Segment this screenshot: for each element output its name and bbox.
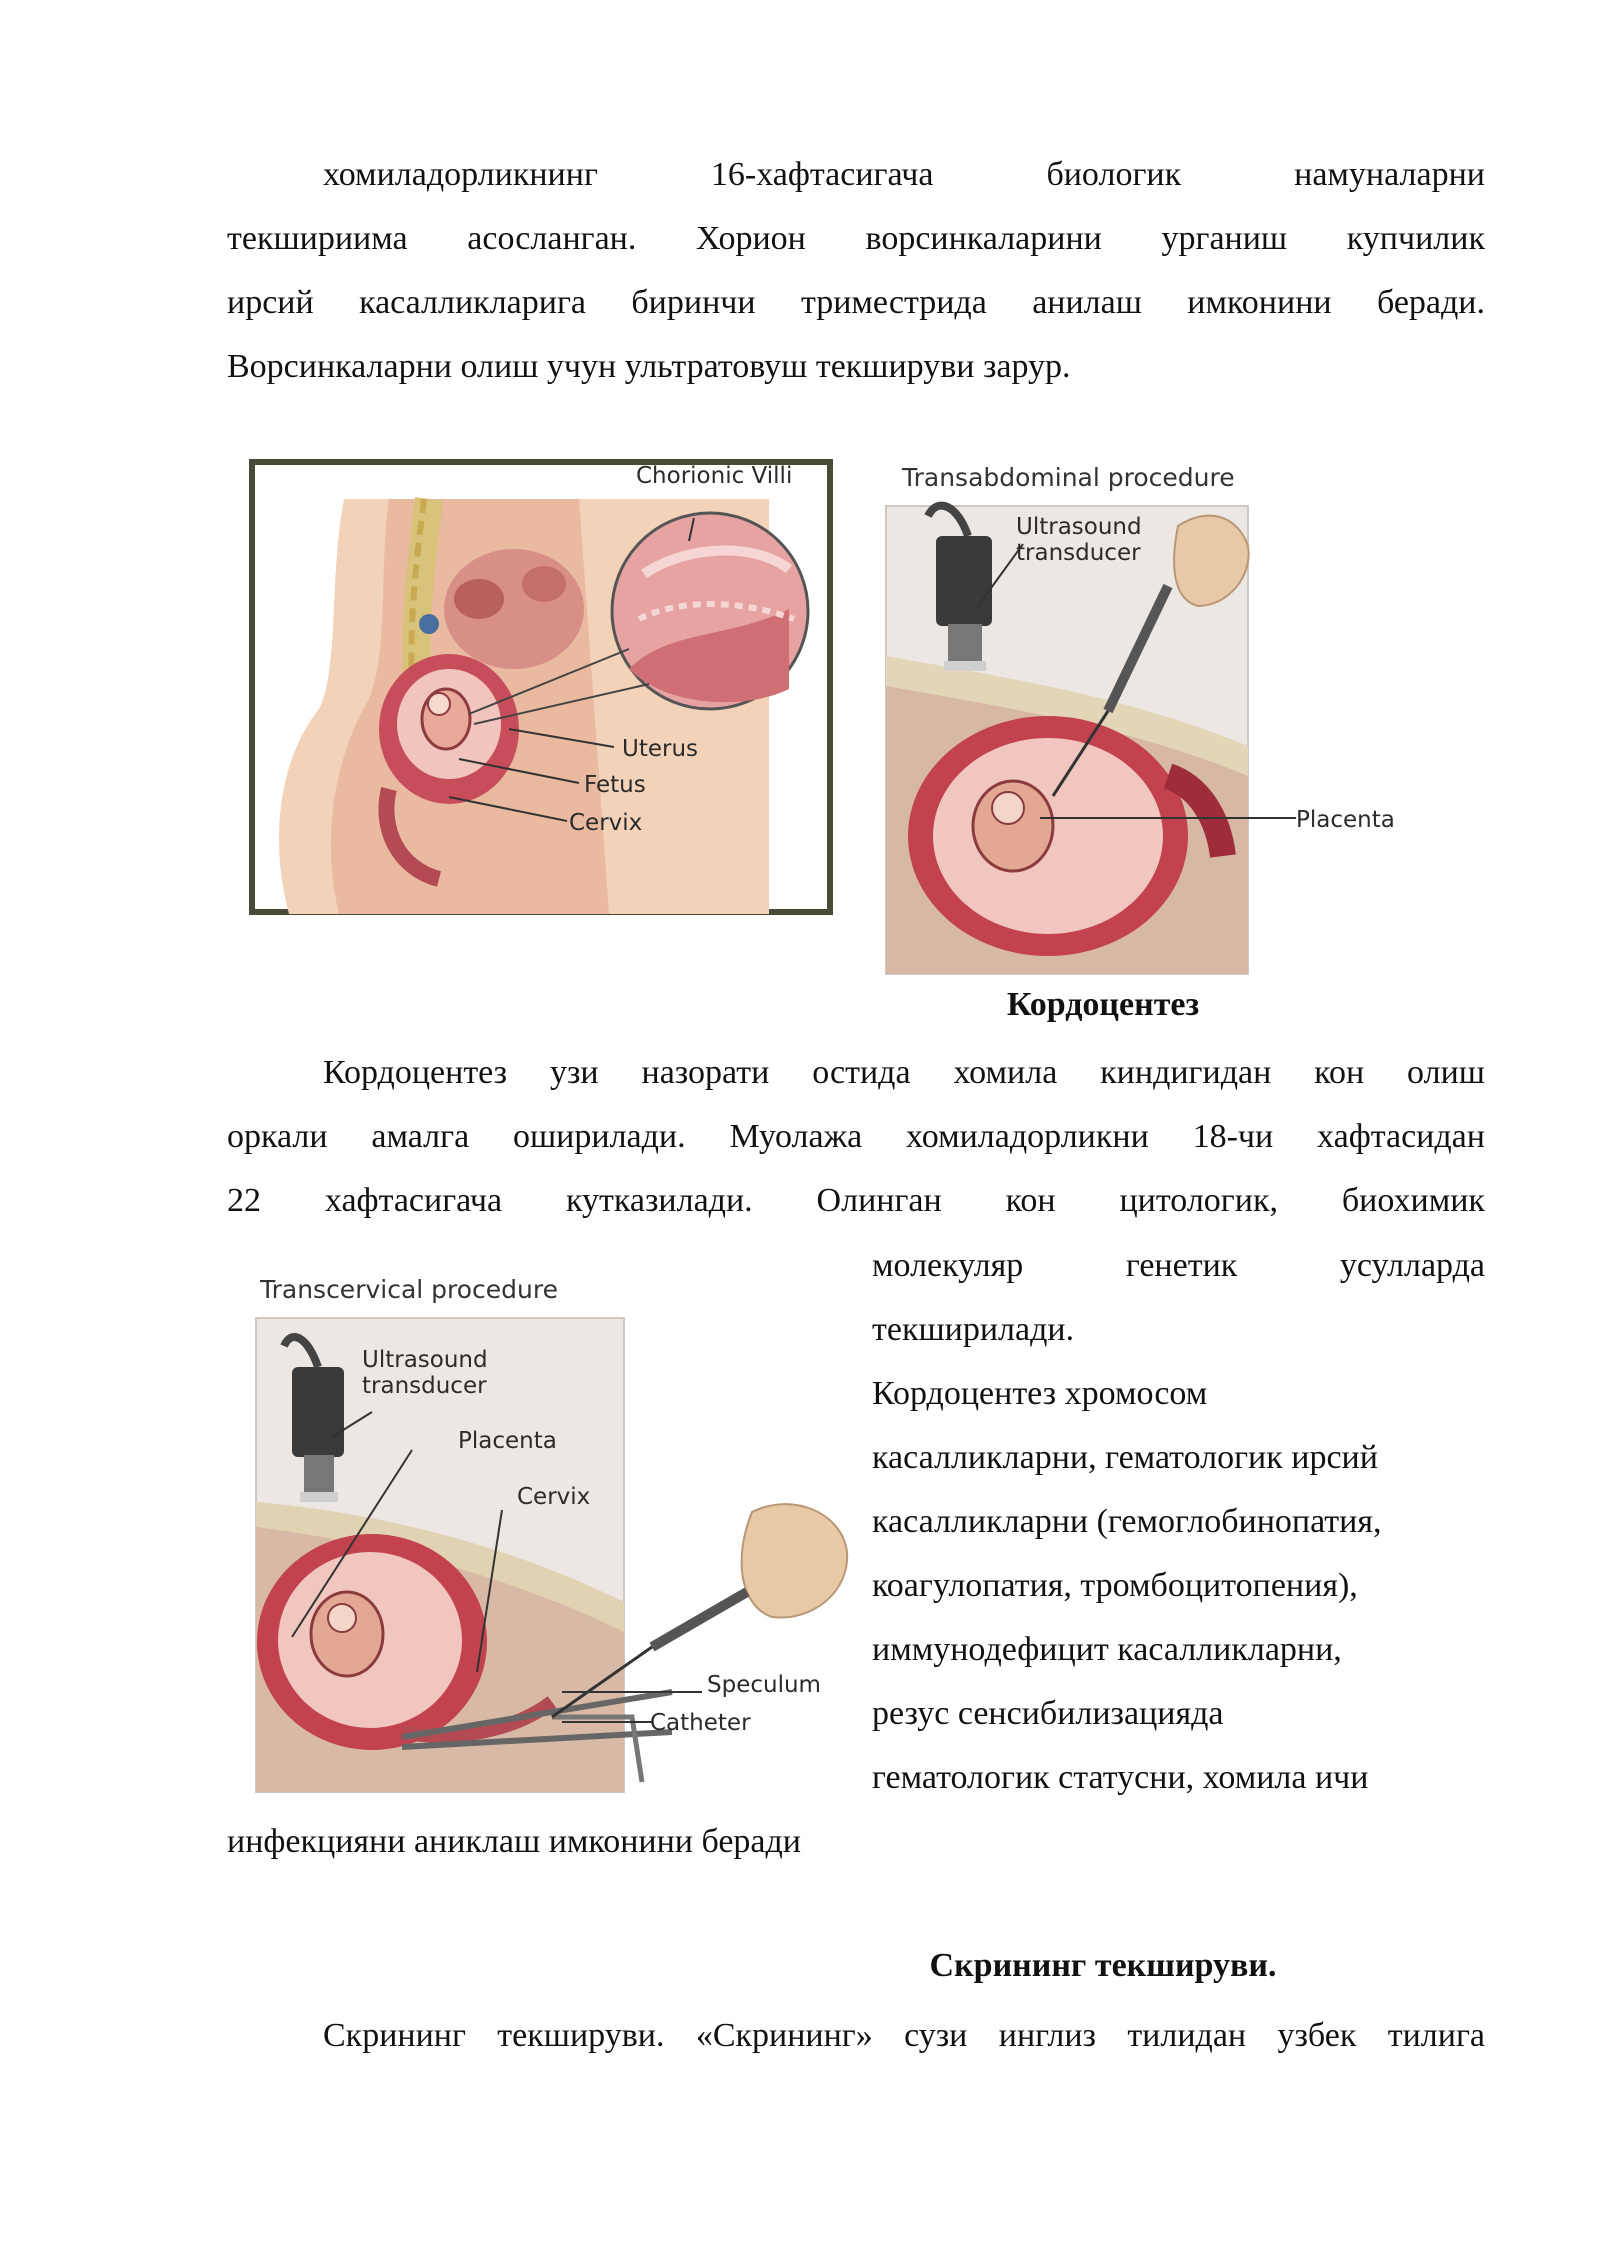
paragraph-1-line-3	[227, 271, 1485, 335]
paragraph-2-side-line-3: Кордоцентез хромосом	[872, 1375, 1208, 1412]
word: биохимик	[1341, 1182, 1485, 1219]
word: хафтасидан	[1317, 1118, 1485, 1155]
paragraph-2-end	[227, 1810, 1485, 1874]
heading-screening: Скрининг текшируви.	[929, 1947, 1277, 1984]
paragraph-2-side-line-6: коагулопатия, тромбоцитопения),	[872, 1567, 1358, 1604]
word: остида	[812, 1054, 911, 1091]
word: биринчи	[631, 284, 756, 321]
word: касалликларига	[359, 284, 586, 321]
label-transducer-2: transducer	[362, 1373, 487, 1399]
heading-cordocentesis: Кордоцентез	[1006, 986, 1200, 1023]
paragraph-2-side-line-1	[872, 1234, 1485, 1298]
paragraph-2-side-column	[872, 1234, 1485, 1810]
word: 16-хафтасигача	[710, 156, 934, 193]
word: 22	[227, 1182, 261, 1219]
word: хомиладорликни	[906, 1118, 1149, 1155]
word: кутказилади.	[565, 1182, 753, 1219]
word: тилига	[1387, 2017, 1485, 2054]
transabdominal-illustration	[878, 456, 1408, 978]
word: намуналарни	[1294, 156, 1485, 193]
paragraph-2-last-line: инфекцияни аниклаш имконини беради	[227, 1823, 801, 1860]
chorionic-villi-illustration	[249, 459, 833, 915]
paragraph-2-side-line-9: гематологик статусни, хомила ичи	[872, 1759, 1369, 1796]
figure-2-title: Transabdominal procedure	[902, 463, 1235, 492]
word: узбек	[1277, 2017, 1357, 2054]
paragraph-1	[227, 143, 1485, 399]
word: Кордоцентез	[323, 1054, 508, 1091]
label-cervix: Cervix	[569, 810, 643, 836]
label-uterus: Uterus	[622, 736, 699, 762]
paragraph-2-side-line-5: касалликларни (гемоглобинопатия,	[872, 1503, 1382, 1540]
word: «Скрининг»	[695, 2017, 873, 2054]
figure-chorionic-villi	[249, 459, 833, 915]
paragraph-2-side-line-4: касалликларни, гематологик ирсий	[872, 1439, 1378, 1476]
paragraph-3	[227, 2004, 1485, 2068]
word: оширилади.	[513, 1118, 686, 1155]
paragraph-1-line-2	[227, 207, 1485, 271]
word: амалга	[371, 1118, 470, 1155]
word: усулларда	[1339, 1247, 1485, 1284]
word: 18-чи	[1192, 1118, 1274, 1155]
word: анилаш	[1032, 284, 1142, 321]
word: киндигидан	[1100, 1054, 1272, 1091]
paragraph-2-side-line-7: иммунодефицит касалликларни,	[872, 1631, 1342, 1668]
word: Муолажа	[729, 1118, 863, 1155]
word: олиш	[1407, 1054, 1485, 1091]
label-transducer: transducer	[1016, 540, 1141, 566]
figure-transcervical	[252, 1262, 857, 1802]
word: узи	[550, 1054, 599, 1091]
word: хомила	[953, 1054, 1058, 1091]
word: кон	[1314, 1054, 1365, 1091]
paragraph-2-line-1	[227, 1041, 1485, 1105]
word: оркали	[227, 1118, 328, 1155]
word: кон	[1005, 1182, 1056, 1219]
label-ultrasound-2: Ultrasound	[362, 1347, 488, 1373]
paragraph-2-side-line-2: текширилади.	[872, 1311, 1075, 1348]
word: асосланган.	[467, 220, 637, 257]
paragraph-2-side-line-8: резус сенсибилизацияда	[872, 1695, 1224, 1732]
label-placenta: Placenta	[1296, 807, 1395, 833]
word: молекуляр	[872, 1247, 1024, 1284]
word: текшириима	[227, 220, 408, 257]
word: ирсий	[227, 284, 314, 321]
word: имконини	[1187, 284, 1332, 321]
label-ultrasound: Ultrasound	[1016, 514, 1142, 540]
paragraph-3-line-1	[227, 2004, 1485, 2068]
paragraph-1-line-4: Ворсинкаларни олиш учун ультратовуш текшируви зарур.	[227, 348, 1071, 385]
paragraph-2-line-3	[227, 1169, 1485, 1233]
word: назорати	[641, 1054, 770, 1091]
paragraph-1-line-1	[227, 143, 1485, 207]
word: сузи	[904, 2017, 968, 2054]
label-chorionic-villi: Chorionic Villi	[636, 463, 793, 489]
word: хафтасигача	[324, 1182, 503, 1219]
word: инглиз	[998, 2017, 1096, 2054]
word: ворсинкаларини	[865, 220, 1102, 257]
word: текшируви.	[497, 2017, 665, 2054]
paragraph-2-line-2	[227, 1105, 1485, 1169]
label-speculum: Speculum	[707, 1672, 821, 1698]
word: урганиш	[1161, 220, 1288, 257]
word: цитологик,	[1119, 1182, 1278, 1219]
word: триместрида	[800, 284, 987, 321]
label-catheter: Catheter	[650, 1710, 751, 1736]
label-fetus: Fetus	[584, 772, 646, 798]
word: генетик	[1125, 1247, 1238, 1284]
paragraph-2	[227, 1041, 1485, 1233]
word: Хорион	[696, 220, 806, 257]
word: Скрининг	[323, 2017, 466, 2054]
word: хомиладорликнинг	[323, 156, 598, 193]
label-cervix-2: Cervix	[517, 1484, 591, 1510]
word: Олинган	[816, 1182, 942, 1219]
word: биологик	[1046, 156, 1182, 193]
label-placenta-2: Placenta	[458, 1428, 557, 1454]
figure-transabdominal	[878, 456, 1408, 978]
transcervical-illustration	[252, 1262, 857, 1802]
word: беради.	[1376, 284, 1485, 321]
figure-3-title: Transcervical procedure	[260, 1275, 559, 1304]
word: купчилик	[1346, 220, 1485, 257]
word: тилидан	[1127, 2017, 1247, 2054]
